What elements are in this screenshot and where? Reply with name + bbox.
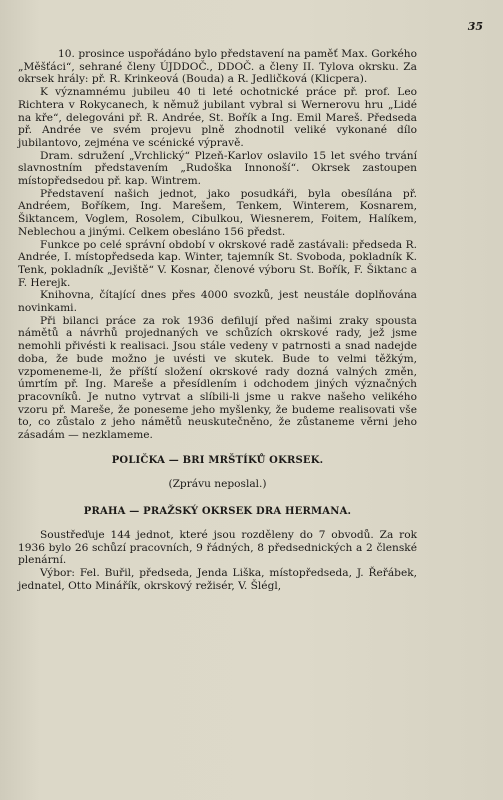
paragraph-richter-jubilee: K významnému jubileu 40 ti leté ochotnické práce př. prof. Leo Richtera v Rokycanech, k němuž jubilant vybral si Wernerovu hru „Lidé na kře“, delegováni př. R. Andrée, St. Bořík a Ing. Emil Mareš. Předseda př. Andrée ve svém projevu plně zhodnotil veliké vykonané dílo jubilantovo, zejména ve scénické výpravě.: [18, 86, 417, 149]
paragraph-vrchlicky-anniversary: Dram. sdružení „Vrchlický“ Plzeň-Karlov oslavilo 15 let svého trvání slavnostním představením „Rudoška Innonoší“. Okrsek zastoupen místopředsedou př. kap. Wintrem.: [18, 149, 417, 188]
paragraph-reviewers: Představení našich jednot, jako posudkáři, byla obesílána př. Andréem, Boříkem, Ing. Marešem, Tenkem, Winterem, Kosnarem, Šiktancem, Voglem, Rosolem, Cibulkou, Wiesnerem, Foitem, Halíkem, Neblechou a jinými. Celkem obesláno 156 předst.: [18, 187, 417, 238]
paragraph-praha-units: Soustřeďuje 144 jednot, které jsou rozděleny do 7 obvodů. Za rok 1936 bylo 26 schůzí pracovních, 9 řádných, 8 předsednických a 2 členské plenární.: [18, 528, 417, 567]
paragraph-library: Knihovna, čítající dnes přes 4000 svozků, jest neustále doplňována novinkami.: [18, 289, 417, 315]
paragraph-gorky-performance: 10. prosince uspořádáno bylo představení na paměť Max. Gorkého „Měšťáci“, sehrané členy ÚJDDOČ., DDOČ. a členy II. Tylova okrsku. Za okrsek hrály: př. R. Krinkeová (Bouda) a R. Jedličková (Klicpera).: [18, 48, 417, 86]
section-note-policka: (Zprávu neposlal.): [168, 477, 267, 490]
page-number: 35: [467, 20, 483, 33]
page-content: [18, 48, 417, 592]
paragraph-praha-committee: Výbor: Fel. Buřil, předseda, Jenda Liška, místopředseda, J. Řeřábek, jednatel, Otto Minářík, okrskový režisér, V. Šlégl,: [18, 567, 417, 592]
paragraph-balance-1936: Při bilanci práce za rok 1936 defilují před našimi zraky spousta námětů a návrhů projednaných ve schůzích okrskové rady, jež jsme nemohli přivésti k realisaci. Jsou stále vedeny v patrnosti a snad nadejde doba, že bude možno je uvésti ve skutek. Bude to velmi těžkým, vzpomeneme-li, že příští složení okrskové rady dozná valných změn, úmrtím př. Ing. Mareše a přesídlením i odchodem jiných význačných pracovníků. Je nutno vytrvat a slíbili-li jsme u rakve našeho velikého vzoru př. Mareše, že poneseme jeho myšlenky, že budeme realisovati vše to, co zůstalo z jeho námětů neuskutečněno, že zůstaneme věrni jeho zásadám — nezklameme.: [18, 314, 417, 442]
paragraph-district-council: Funkce po celé správní období v okrskové radě zastávali: předseda R. Andrée, I. místopředseda kap. Winter, tajemník St. Svoboda, pokladník K. Tenk, pokladník „Jeviště“ V. Kosnar, členové výboru St. Bořík, F. Šiktanc a F. Herejk.: [18, 238, 417, 289]
section-heading-praha: PRAHA — PRAŽSKÝ OKRSEK DRA HERMANA.: [83, 506, 352, 518]
section-heading-policka: POLIČKA — BRI MRŠTÍKŮ OKRSEK.: [111, 454, 324, 466]
